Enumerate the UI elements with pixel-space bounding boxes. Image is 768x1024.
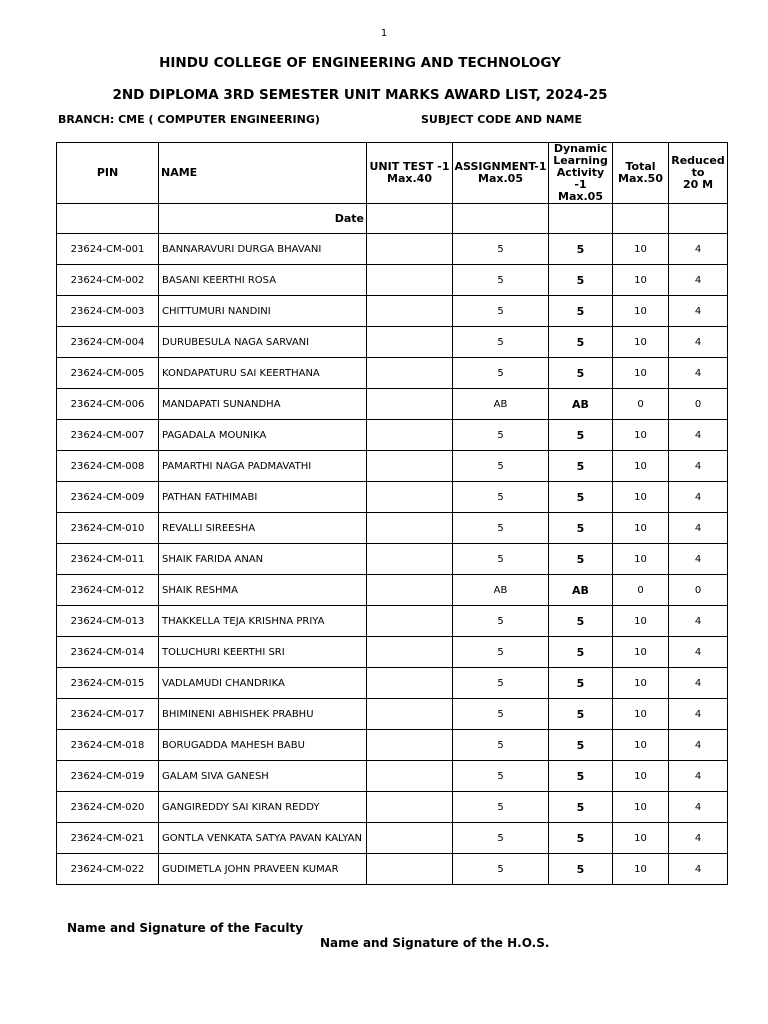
table-row xyxy=(57,637,728,668)
assignment-cell: 5 xyxy=(453,668,549,699)
reduced-cell: 4 xyxy=(669,482,728,513)
dla-cell: 5 xyxy=(549,668,613,699)
dla-cell: 5 xyxy=(549,544,613,575)
assignment-cell: 5 xyxy=(453,451,549,482)
dla-cell: 5 xyxy=(549,854,613,885)
pin-cell: 23624-CM-018 xyxy=(57,730,159,761)
name-cell: SHAIK RESHMA xyxy=(159,575,367,606)
name-cell: SHAIK FARIDA ANAN xyxy=(159,544,367,575)
table-row xyxy=(57,730,728,761)
table-row xyxy=(57,699,728,730)
pin-cell: 23624-CM-006 xyxy=(57,389,159,420)
assignment-cell: 5 xyxy=(453,606,549,637)
pin-cell: 23624-CM-008 xyxy=(57,451,159,482)
pin-cell: 23624-CM-022 xyxy=(57,854,159,885)
reduced-cell: 4 xyxy=(669,420,728,451)
date-label: Date xyxy=(159,204,367,234)
reduced-cell: 4 xyxy=(669,544,728,575)
assignment-cell: AB xyxy=(453,575,549,606)
dla-cell: 5 xyxy=(549,637,613,668)
name-cell: BHIMINENI ABHISHEK PRABHU xyxy=(159,699,367,730)
reduced-cell: 4 xyxy=(669,234,728,265)
total-cell: 0 xyxy=(613,575,669,606)
total-cell: 10 xyxy=(613,637,669,668)
unit-test-cell xyxy=(367,606,453,637)
unit-test-cell xyxy=(367,668,453,699)
table-row xyxy=(57,575,728,606)
total-cell: 10 xyxy=(613,420,669,451)
assignment-cell: 5 xyxy=(453,482,549,513)
dla-cell: 5 xyxy=(549,451,613,482)
total-cell: 10 xyxy=(613,668,669,699)
name-cell: VADLAMUDI CHANDRIKA xyxy=(159,668,367,699)
unit-test-cell xyxy=(367,513,453,544)
pin-cell: 23624-CM-004 xyxy=(57,327,159,358)
dla-cell: 5 xyxy=(549,327,613,358)
table-row xyxy=(57,482,728,513)
reduced-cell: 4 xyxy=(669,606,728,637)
table-row xyxy=(57,420,728,451)
total-cell: 10 xyxy=(613,544,669,575)
unit-test-cell xyxy=(367,296,453,327)
college-title: HINDU COLLEGE OF ENGINEERING AND TECHNOLOGY xyxy=(159,55,561,71)
total-cell: 10 xyxy=(613,792,669,823)
reduced-cell: 4 xyxy=(669,668,728,699)
dla-cell: AB xyxy=(549,389,613,420)
pin-cell: 23624-CM-005 xyxy=(57,358,159,389)
table-row xyxy=(57,265,728,296)
dla-cell: 5 xyxy=(549,823,613,854)
list-title: 2ND DIPLOMA 3RD SEMESTER UNIT MARKS AWARD LIST, 2024-25 xyxy=(112,87,608,103)
pin-cell: 23624-CM-021 xyxy=(57,823,159,854)
unit-test-cell xyxy=(367,482,453,513)
dla-cell: 5 xyxy=(549,265,613,296)
marks-table xyxy=(56,142,728,885)
date-total-cell xyxy=(613,204,669,234)
dla-cell: 5 xyxy=(549,606,613,637)
pin-cell: 23624-CM-009 xyxy=(57,482,159,513)
table-row xyxy=(57,513,728,544)
total-cell: 10 xyxy=(613,606,669,637)
hos-signature-label: Name and Signature of the H.O.S. xyxy=(320,936,550,950)
unit-test-cell xyxy=(367,637,453,668)
unit-test-cell xyxy=(367,420,453,451)
unit-test-cell xyxy=(367,854,453,885)
name-cell: GONTLA VENKATA SATYA PAVAN KALYAN xyxy=(159,823,367,854)
assignment-cell: 5 xyxy=(453,854,549,885)
dla-cell: 5 xyxy=(549,234,613,265)
total-cell: 10 xyxy=(613,296,669,327)
total-cell: 10 xyxy=(613,451,669,482)
pin-cell: 23624-CM-003 xyxy=(57,296,159,327)
name-cell: THAKKELLA TEJA KRISHNA PRIYA xyxy=(159,606,367,637)
table-row xyxy=(57,544,728,575)
total-cell: 10 xyxy=(613,823,669,854)
assignment-cell: 5 xyxy=(453,265,549,296)
table-row xyxy=(57,451,728,482)
pin-cell: 23624-CM-015 xyxy=(57,668,159,699)
page-number: 1 xyxy=(380,28,388,39)
total-cell: 10 xyxy=(613,513,669,544)
unit-test-cell xyxy=(367,575,453,606)
total-cell: 10 xyxy=(613,265,669,296)
total-cell: 10 xyxy=(613,482,669,513)
name-cell: KONDAPATURU SAI KEERTHANA xyxy=(159,358,367,389)
name-cell: PAMARTHI NAGA PADMAVATHI xyxy=(159,451,367,482)
name-cell: BASANI KEERTHI ROSA xyxy=(159,265,367,296)
name-cell: PATHAN FATHIMABI xyxy=(159,482,367,513)
table-row xyxy=(57,327,728,358)
table-row xyxy=(57,823,728,854)
name-cell: PAGADALA MOUNIKA xyxy=(159,420,367,451)
total-cell: 10 xyxy=(613,699,669,730)
reduced-cell: 0 xyxy=(669,389,728,420)
dla-cell: 5 xyxy=(549,296,613,327)
table-row xyxy=(57,606,728,637)
dla-cell: 5 xyxy=(549,730,613,761)
unit-test-cell xyxy=(367,358,453,389)
assignment-cell: 5 xyxy=(453,730,549,761)
unit-test-cell xyxy=(367,265,453,296)
name-cell: BANNARAVURI DURGA BHAVANI xyxy=(159,234,367,265)
name-cell: GALAM SIVA GANESH xyxy=(159,761,367,792)
pin-cell: 23624-CM-011 xyxy=(57,544,159,575)
assignment-cell: 5 xyxy=(453,699,549,730)
pin-cell: 23624-CM-002 xyxy=(57,265,159,296)
reduced-cell: 4 xyxy=(669,296,728,327)
name-cell: BORUGADDA MAHESH BABU xyxy=(159,730,367,761)
pin-cell: 23624-CM-001 xyxy=(57,234,159,265)
header-reduced: Reduced to 20 M xyxy=(669,143,728,204)
table-row xyxy=(57,234,728,265)
assignment-cell: 5 xyxy=(453,327,549,358)
assignment-cell: 5 xyxy=(453,513,549,544)
total-cell: 10 xyxy=(613,234,669,265)
header-pin: PIN xyxy=(57,143,159,204)
reduced-cell: 4 xyxy=(669,637,728,668)
reduced-cell: 4 xyxy=(669,265,728,296)
subject-label: SUBJECT CODE AND NAME xyxy=(421,113,583,126)
date-assignment-cell xyxy=(453,204,549,234)
assignment-cell: 5 xyxy=(453,420,549,451)
name-cell: GUDIMETLA JOHN PRAVEEN KUMAR xyxy=(159,854,367,885)
name-cell: TOLUCHURI KEERTHI SRI xyxy=(159,637,367,668)
name-cell: CHITTUMURI NANDINI xyxy=(159,296,367,327)
header-name: NAME xyxy=(159,143,367,204)
pin-cell: 23624-CM-012 xyxy=(57,575,159,606)
reduced-cell: 4 xyxy=(669,792,728,823)
dla-cell: 5 xyxy=(549,761,613,792)
table-row xyxy=(57,296,728,327)
dla-cell: 5 xyxy=(549,513,613,544)
total-cell: 10 xyxy=(613,854,669,885)
table-row xyxy=(57,389,728,420)
unit-test-cell xyxy=(367,234,453,265)
reduced-cell: 4 xyxy=(669,730,728,761)
reduced-cell: 4 xyxy=(669,823,728,854)
unit-test-cell xyxy=(367,327,453,358)
total-cell: 10 xyxy=(613,358,669,389)
table-row xyxy=(57,792,728,823)
reduced-cell: 4 xyxy=(669,327,728,358)
unit-test-cell xyxy=(367,451,453,482)
faculty-signature-label: Name and Signature of the Faculty xyxy=(67,921,304,935)
date-unit-test-cell xyxy=(367,204,453,234)
unit-test-cell xyxy=(367,792,453,823)
unit-test-cell xyxy=(367,544,453,575)
total-cell: 0 xyxy=(613,389,669,420)
assignment-cell: 5 xyxy=(453,792,549,823)
total-cell: 10 xyxy=(613,730,669,761)
pin-cell: 23624-CM-013 xyxy=(57,606,159,637)
pin-cell: 23624-CM-010 xyxy=(57,513,159,544)
reduced-cell: 4 xyxy=(669,358,728,389)
dla-cell: AB xyxy=(549,575,613,606)
date-reduced-cell xyxy=(669,204,728,234)
assignment-cell: 5 xyxy=(453,637,549,668)
reduced-cell: 4 xyxy=(669,854,728,885)
unit-test-cell xyxy=(367,761,453,792)
dla-cell: 5 xyxy=(549,482,613,513)
header-unit-test: UNIT TEST -1 Max.40 xyxy=(367,143,453,204)
reduced-cell: 4 xyxy=(669,699,728,730)
header-dynamic-learning-activity: Dynamic Learning Activity -1 Max.05 xyxy=(549,143,613,204)
name-cell: DURUBESULA NAGA SARVANI xyxy=(159,327,367,358)
pin-cell: 23624-CM-014 xyxy=(57,637,159,668)
dla-cell: 5 xyxy=(549,358,613,389)
assignment-cell: 5 xyxy=(453,234,549,265)
unit-test-cell xyxy=(367,823,453,854)
assignment-cell: 5 xyxy=(453,358,549,389)
table-row xyxy=(57,761,728,792)
dla-cell: 5 xyxy=(549,792,613,823)
header-row xyxy=(57,143,728,204)
pin-cell: 23624-CM-017 xyxy=(57,699,159,730)
pin-cell: 23624-CM-020 xyxy=(57,792,159,823)
name-cell: GANGIREDDY SAI KIRAN REDDY xyxy=(159,792,367,823)
total-cell: 10 xyxy=(613,761,669,792)
reduced-cell: 4 xyxy=(669,761,728,792)
assignment-cell: 5 xyxy=(453,823,549,854)
assignment-cell: 5 xyxy=(453,544,549,575)
dla-cell: 5 xyxy=(549,420,613,451)
table-row xyxy=(57,358,728,389)
header-assignment: ASSIGNMENT-1 Max.05 xyxy=(453,143,549,204)
table-row xyxy=(57,668,728,699)
reduced-cell: 4 xyxy=(669,513,728,544)
date-row xyxy=(57,204,728,234)
branch-label: BRANCH: CME ( COMPUTER ENGINEERING) xyxy=(58,113,320,126)
header-total: Total Max.50 xyxy=(613,143,669,204)
dla-cell: 5 xyxy=(549,699,613,730)
total-cell: 10 xyxy=(613,327,669,358)
unit-test-cell xyxy=(367,699,453,730)
pin-cell: 23624-CM-019 xyxy=(57,761,159,792)
table-row xyxy=(57,854,728,885)
name-cell: MANDAPATI SUNANDHA xyxy=(159,389,367,420)
pin-cell: 23624-CM-007 xyxy=(57,420,159,451)
name-cell: REVALLI SIREESHA xyxy=(159,513,367,544)
date-dla-cell xyxy=(549,204,613,234)
reduced-cell: 0 xyxy=(669,575,728,606)
unit-test-cell xyxy=(367,730,453,761)
assignment-cell: 5 xyxy=(453,296,549,327)
assignment-cell: AB xyxy=(453,389,549,420)
date-pin-cell xyxy=(57,204,159,234)
assignment-cell: 5 xyxy=(453,761,549,792)
unit-test-cell xyxy=(367,389,453,420)
reduced-cell: 4 xyxy=(669,451,728,482)
